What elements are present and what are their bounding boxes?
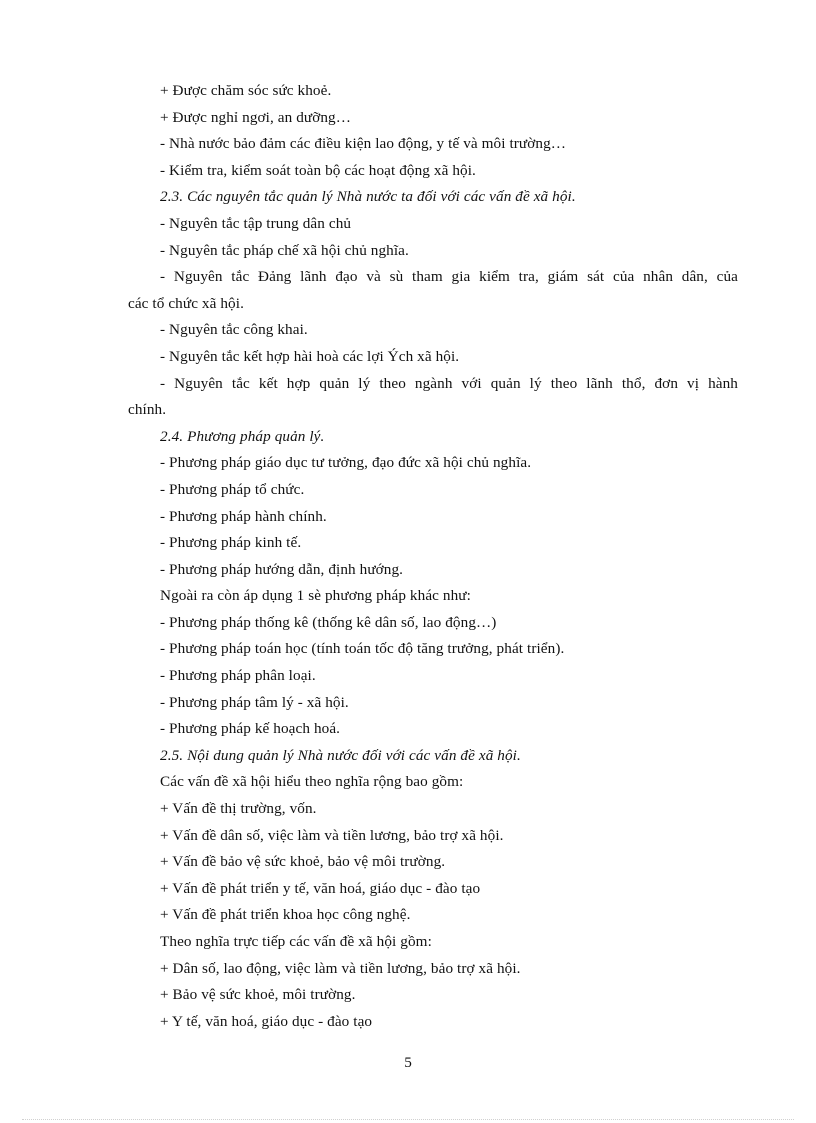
text-line: - Phương pháp tâm lý - xã hội.: [160, 693, 349, 711]
text-line: - Phương pháp thống kê (thống kê dân số, lao động…): [160, 613, 497, 631]
text-line: + Vấn đề dân số, việc làm và tiền lương, bảo trợ xã hội.: [160, 826, 504, 844]
text-line: các tổ chức xã hội.: [128, 294, 244, 312]
section-heading: 2.3. Các nguyên tắc quản lý Nhà nước ta đối với các vấn đề xã hội.: [160, 188, 576, 206]
text-line: + Vấn đề bảo vệ sức khoẻ, bảo vệ môi trường.: [160, 853, 446, 871]
text-line: - Nhà nước bảo đảm các điều kiện lao động, y tế và môi trường…: [160, 135, 567, 153]
text-line: + Vấn đề phát triển khoa học công nghệ.: [160, 906, 411, 924]
page-number: 5: [404, 1054, 412, 1071]
text-line: - Nguyên tắc pháp chế xã hội chủ nghĩa.: [160, 241, 409, 259]
text-line: - Kiểm tra, kiểm soát toàn bộ các hoạt động xã hội.: [160, 161, 476, 179]
text-line: - Phương pháp giáo dục tư tưởng, đạo đức xã hội chủ nghĩa.: [160, 454, 532, 472]
text-line: - Phương pháp kế hoạch hoá.: [160, 720, 341, 738]
text-line: - Nguyên tắc tập trung dân chủ: [160, 214, 352, 232]
text-line: + Được nghỉ ngơi, an dưỡng…: [160, 108, 352, 126]
text-line: + Bảo vệ sức khoẻ, môi trường.: [160, 986, 356, 1004]
text-line: - Nguyên tắc công khai.: [160, 321, 308, 339]
text-line: + Vấn đề phát triển y tế, văn hoá, giáo dục - đào tạo: [160, 879, 481, 897]
text-line: + Dân số, lao động, việc làm và tiền lương, bảo trợ xã hội.: [160, 959, 521, 977]
text-line: - Phương pháp kinh tế.: [160, 534, 302, 552]
text-line: - Nguyên tắc Đảng lãnh đạo và sù tham gia kiểm tra, giám sát của nhân dân, của: [160, 268, 738, 286]
text-line: Ngoài ra còn áp dụng 1 sè phương pháp khác như:: [160, 587, 471, 605]
text-line: - Phương pháp phân loại.: [160, 667, 316, 685]
text-line: Theo nghĩa trực tiếp các vấn đề xã hội gồm:: [160, 933, 432, 950]
text-line: + Được chăm sóc sức khoẻ.: [160, 82, 332, 99]
text-line: chính.: [128, 401, 167, 419]
page-bottom-divider: [22, 1119, 794, 1120]
text-line: Các vấn đề xã hội hiểu theo nghĩa rộng bao gồm:: [160, 773, 464, 791]
document-body: [128, 78, 738, 1035]
text-line: - Phương pháp hướng dẫn, định hướng.: [160, 560, 404, 578]
text-line: - Phương pháp toán học (tính toán tốc độ tăng trưởng, phát triển).: [160, 640, 565, 658]
text-line: + Vấn đề thị trường, vốn.: [160, 800, 317, 818]
section-heading: 2.4. Phương pháp quản lý.: [160, 427, 325, 445]
text-line: + Y tế, văn hoá, giáo dục - đào tạo: [160, 1012, 373, 1030]
text-line: - Nguyên tắc kết hợp hài hoà các lợi Ých xã hội.: [160, 347, 460, 365]
text-line: - Phương pháp hành chính.: [160, 507, 327, 525]
section-heading: 2.5. Nội dung quản lý Nhà nước đối với các vấn đề xã hội.: [160, 746, 521, 764]
text-line: - Phương pháp tổ chức.: [160, 480, 305, 498]
text-line: - Nguyên tắc kết hợp quản lý theo ngành với quản lý theo lãnh thổ, đơn vị hành: [160, 374, 738, 392]
